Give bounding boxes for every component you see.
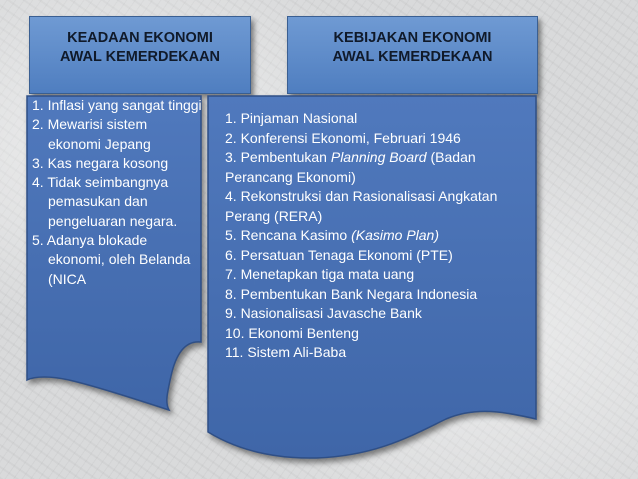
list-item: 8. Pembentukan Bank Negara Indonesia — [225, 285, 478, 302]
list-item: 10. Ekonomi Benteng — [225, 324, 359, 341]
right-header-box — [287, 16, 538, 94]
right-header-title: KEBIJAKAN EKONOMI AWAL KEMERDEKAAN — [332, 30, 493, 65]
list-item: 7. Menetapkan tiga mata uang — [225, 266, 415, 282]
list-item: 11. Sistem Ali-Baba — [225, 344, 347, 360]
list-item: 2. Konferensi Ekonomi, Februari 1946 — [225, 129, 461, 146]
list-item: 4. Rekonstruksi dan Rasionalisasi Angkatan Perang (RERA) — [225, 188, 498, 224]
list-item: 1. Inflasi yang sangat tinggi — [32, 97, 202, 113]
list-item: 6. Persatuan Tenaga Ekonomi (PTE) — [225, 246, 453, 263]
list-item: 3. Kas negara kosong — [32, 154, 169, 171]
list-item: 9. Nasionalisasi Javasche Bank — [225, 305, 422, 321]
economic-policies-list — [225, 109, 525, 363]
list-item: 2. Mewarisi sistem ekonomi Jepang — [32, 116, 151, 152]
left-header-box — [29, 16, 251, 94]
list-item: 5. Rencana Kasimo (Kasimo Plan) — [225, 227, 439, 243]
list-item: 5. Adanya blokade ekonomi, oleh Belanda (NICA — [32, 232, 191, 287]
left-header-title: KEADAAN EKONOMI AWAL KEMERDEKAAN — [59, 30, 221, 65]
list-item: 4. Tidak seimbangnya pemasukan dan pengeluaran negara. — [32, 174, 178, 229]
list-item: 3. Pembentukan Planning Board (Badan Perancang Ekonomi) — [225, 149, 476, 185]
list-item: 1. Pinjaman Nasional — [225, 110, 358, 126]
economic-conditions-list — [32, 96, 202, 289]
